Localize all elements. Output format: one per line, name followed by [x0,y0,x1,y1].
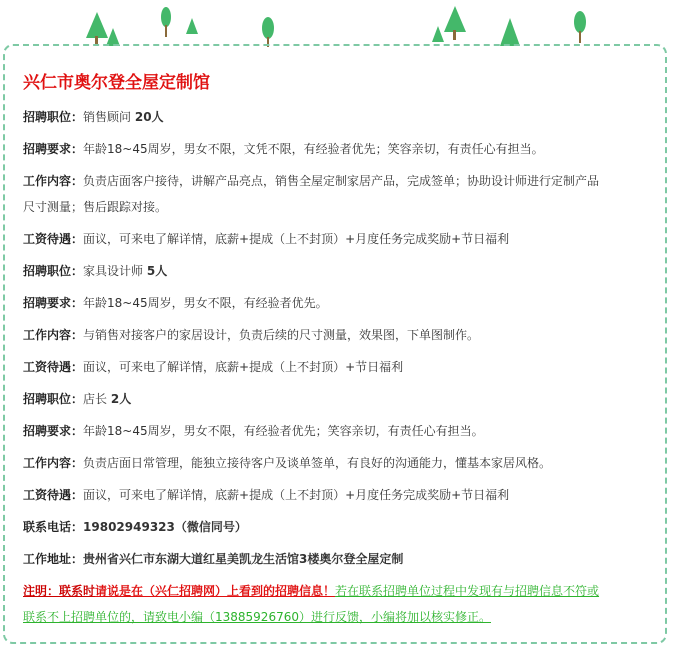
salary-3 [23,487,509,503]
duties-2 [23,327,479,343]
address: 贵州省兴仁市东湖大道红星美凯龙生活馆3楼奥尔登全屋定制 [83,552,404,566]
job-card [3,44,667,644]
contact-phone [23,519,247,535]
requirement-2 [23,295,328,311]
label: 招聘要求： [23,424,84,438]
headcount: 20人 [134,110,164,124]
value: 负责店面客户接待，讲解产品亮点，销售全屋定制家居产品，完成签单；协助设计师进行定制产品 [83,174,600,188]
job-position-2 [23,263,167,279]
value: 年龄18~45周岁，男女不限，有经验者优先。 [83,296,328,310]
requirement-3 [23,423,484,439]
label: 招聘职位： [23,110,84,124]
label: 工作地址： [23,552,84,566]
label: 招聘职位： [23,264,84,278]
work-address [23,551,403,567]
note-text-1: 若在联系招聘单位过程中发现有与招聘信息不符或 [335,584,600,598]
label: 招聘要求： [23,296,84,310]
value: 年龄18~45周岁，男女不限，有经验者优先；笑容亲切，有责任心有担当。 [83,424,484,438]
salary-2 [23,359,403,375]
company-title: 兴仁市奥尔登全屋定制馆 [23,73,210,93]
value: 面议，可来电了解详情，底薪+提成（上不封顶）+月度任务完成奖励+节日福利 [83,232,510,246]
label: 工资待遇： [23,488,84,502]
label: 联系电话： [23,520,84,534]
value: 面议，可来电了解详情，底薪+提成（上不封顶）+月度任务完成奖励+节日福利 [83,488,510,502]
salary-1 [23,231,509,247]
note-line-2 [23,609,491,625]
label: 工资待遇： [23,360,84,374]
requirement-1 [23,141,544,157]
duties-1-cont [23,199,167,215]
job-position-1 [23,109,164,125]
label: 工作内容： [23,328,84,342]
value: 店长 [83,392,111,406]
note-text-2: 联系不上招聘单位的，请致电小编（13885926760）进行反馈，小编将加以核实修正。 [23,610,491,624]
duties-3 [23,455,551,471]
label: 招聘要求： [23,142,84,156]
value: 销售顾问 [83,110,135,124]
label: 工资待遇： [23,232,84,246]
duties-1 [23,173,599,189]
label: 工作内容： [23,174,84,188]
value: 与销售对接客户的家居设计，负责后续的尺寸测量，效果图，下单图制作。 [83,328,480,342]
note-prefix: 注明：联系时 [23,584,96,598]
value: 尺寸测量；售后跟踪对接。 [23,200,168,214]
note-highlight: 请说是在（兴仁招聘网）上看到的招聘信息！ [95,584,336,598]
value: 负责店面日常管理，能独立接待客户及谈单签单，有良好的沟通能力，懂基本家居风格。 [83,456,552,470]
phone-number: 19802949323（微信同号） [83,520,247,534]
label: 工作内容： [23,456,84,470]
label: 招聘职位： [23,392,84,406]
note-line-1 [23,583,599,599]
value: 家具设计师 [83,264,147,278]
job-position-3 [23,391,131,407]
headcount: 5人 [146,264,168,278]
headcount: 2人 [110,392,132,406]
value: 年龄18~45周岁，男女不限，文凭不限，有经验者优先；笑容亲切，有责任心有担当。 [83,142,544,156]
value: 面议，可来电了解详情，底薪+提成（上不封顶）+节日福利 [83,360,404,374]
